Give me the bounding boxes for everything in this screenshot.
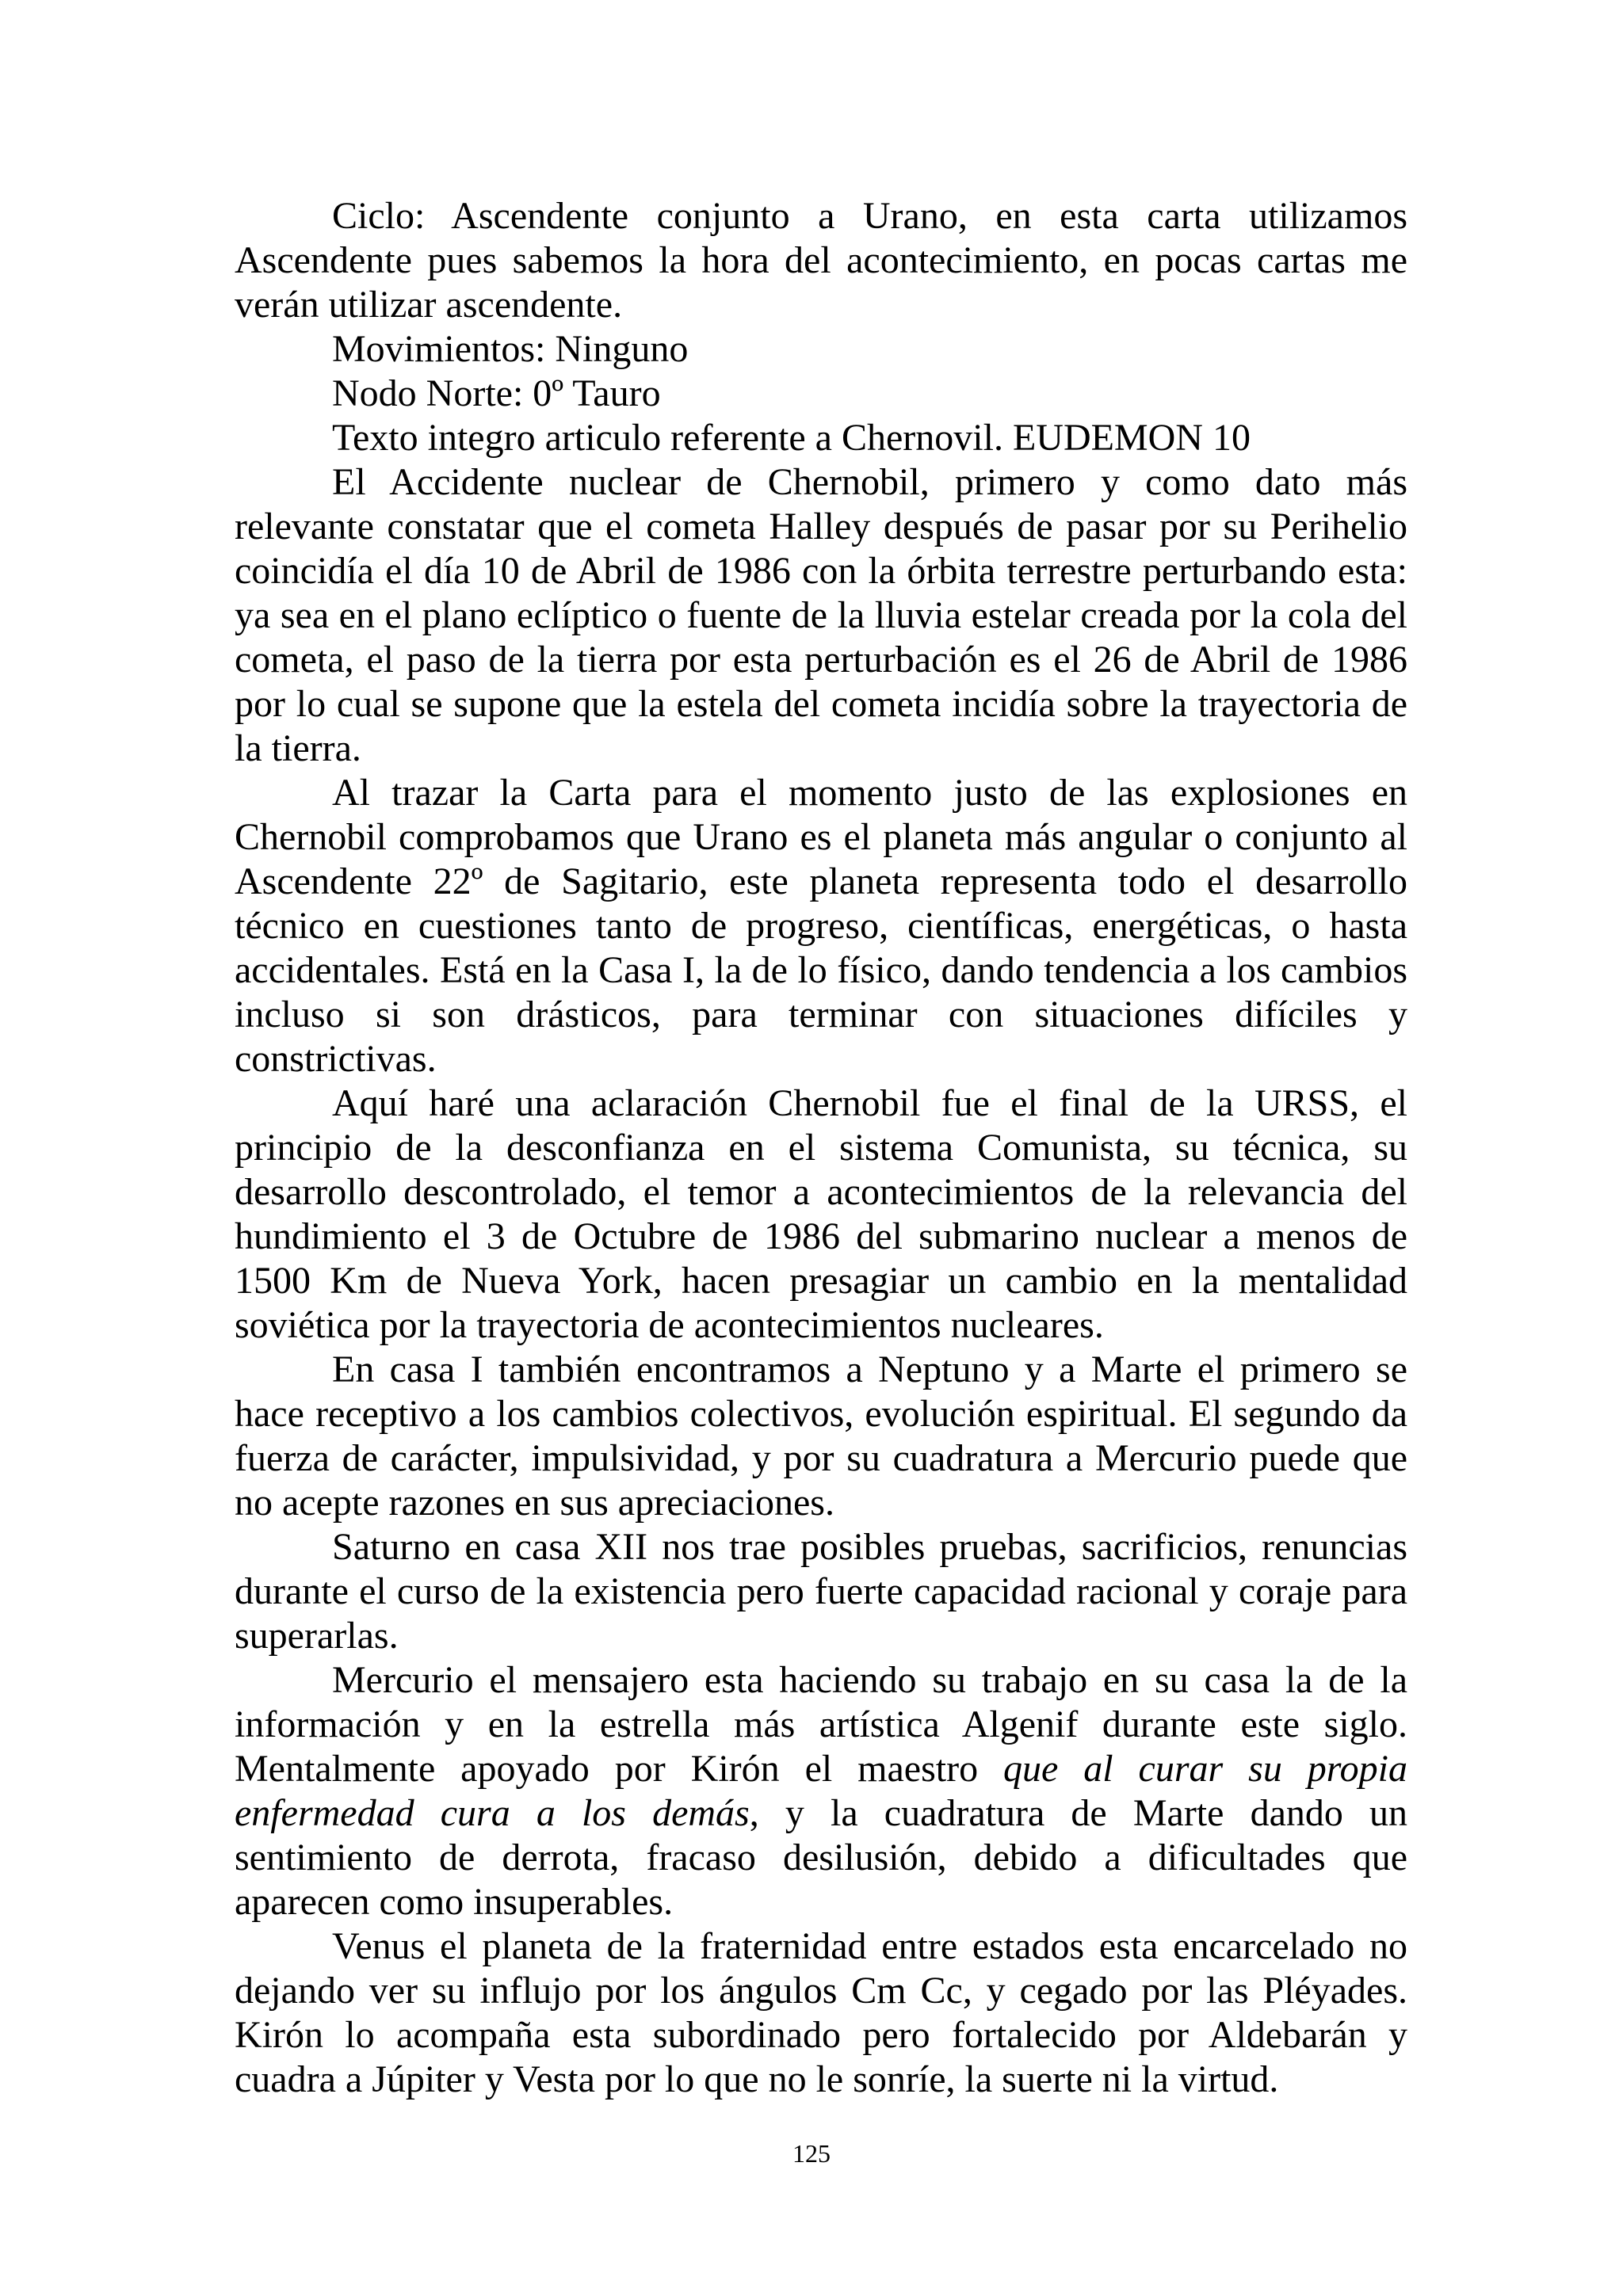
- paragraph-mercurio-text-before: Mercurio el mensajero esta haciendo su trabajo en su casa la de la información y en la estrella más artística Algenif durante este siglo. Mentalmente apoyado por Kirón el maestro: [235, 1659, 1407, 1790]
- paragraph-ciclo: Ciclo: Ascendente conjunto a Urano, en esta carta utilizamos Ascendente pues sabemos la hora del acontecimiento, en pocas cartas me verán utilizar ascendente.: [235, 195, 1407, 326]
- paragraph-nodo-norte: Nodo Norte: 0º Tauro: [332, 372, 661, 414]
- paragraph-mercurio: [235, 1658, 1407, 1924]
- paragraph-aclaracion: Aquí haré una aclaración Chernobil fue el final de la URSS, el principio de la desconfianza en el sistema Comunista, su técnica, su desarrollo descontrolado, el temor a acontecimientos de la relevancia del hundimiento el 3 de Octubre de 1986 del submarino nuclear a menos de 1500 Km de Nueva York, hacen presagiar un cambio en la mentalidad soviética por la trayectoria de acontecimientos nucleares.: [235, 1082, 1407, 1346]
- paragraph-movimientos: Movimientos: Ninguno: [332, 328, 689, 370]
- paragraph-mercurio-text-after: , y la cuadratura de Marte dando un sentimiento de derrota, fracaso desilusión, debido a dificultades que aparecen como insuperables.: [235, 1792, 1407, 1923]
- paragraph-saturno: Saturno en casa XII nos trae posibles pruebas, sacrificios, renuncias durante el curso de la existencia pero fuerte capacidad racional y coraje para superarlas.: [235, 1526, 1407, 1657]
- paragraph-casa-i: En casa I también encontramos a Neptuno y a Marte el primero se hace receptivo a los cambios colectivos, evolución espiritual. El segundo da fuerza de carácter, impulsividad, y por su cuadratura a Mercurio puede que no acepte razones en sus apreciaciones.: [235, 1348, 1407, 1524]
- paragraph-venus: Venus el planeta de la fraternidad entre estados esta encarcelado no dejando ver su influjo por los ángulos Cm Cc, y cegado por las Pléyades. Kirón lo acompaña esta subordinado pero fortalecido por Aldebarán y cuadra a Júpiter y Vesta por lo que no le sonríe, la suerte ni la virtud.: [235, 1925, 1407, 2100]
- paragraph-trazar-carta: Al trazar la Carta para el momento justo de las explosiones en Chernobil comprobamos que Urano es el planeta más angular o conjunto al Ascendente 22º de Sagitario, este planeta representa todo el desarrollo técnico en cuestiones tanto de progreso, científicas, energéticas, o hasta accidentales. Está en la Casa I, la de lo físico, dando tendencia a los cambios incluso si son drásticos, para terminar con situaciones difíciles y constrictivas.: [235, 772, 1407, 1080]
- paragraph-mercurio-italic-quote: que al curar su propia enfermedad cura a los demás: [235, 1748, 1407, 1834]
- page-number: 125: [792, 2139, 831, 2168]
- paragraph-texto-integro: Texto integro articulo referente a Chernovil. EUDEMON 10: [332, 417, 1251, 459]
- paragraph-accidente-nuclear: El Accidente nuclear de Chernobil, primero y como dato más relevante constatar que el cometa Halley después de pasar por su Perihelio coincidía el día 10 de Abril de 1986 con la órbita terrestre perturbando esta: ya sea en el plano eclíptico o fuente de la lluvia estelar creada por la cola del cometa, el paso de la tierra por esta perturbación es el 26 de Abril de 1986 por lo cual se supone que la estela del cometa incidía sobre la trayectoria de la tierra.: [235, 461, 1407, 769]
- document-body: [235, 194, 1407, 2102]
